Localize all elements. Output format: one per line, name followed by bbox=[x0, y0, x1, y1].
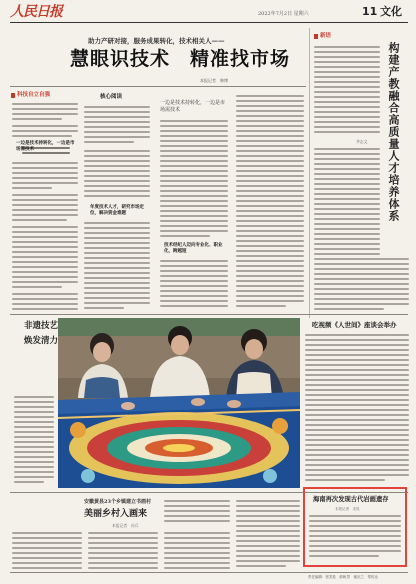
right-column-headline: 构建产教融合高质量人才培养体系 bbox=[387, 42, 400, 222]
photo-section-rule bbox=[10, 314, 408, 315]
bottom-article-byline: 本报记者 孙兵 bbox=[112, 523, 139, 528]
masthead-rule bbox=[10, 22, 408, 23]
pull-quote: 一边是技术持转化，一边是市场需技术 bbox=[160, 100, 226, 114]
right-tag-marker bbox=[314, 34, 318, 39]
footer-rule bbox=[10, 572, 408, 573]
bottom-article-kicker: 安徽黄县23个乡镇建立书画村 bbox=[84, 499, 151, 505]
sidebar-title: 核心阅读 bbox=[100, 94, 123, 100]
top-story-byline: 本报记者 韩博 bbox=[200, 78, 228, 83]
embroidery-tapestry bbox=[58, 392, 300, 488]
right-column-tag: 新语 bbox=[320, 33, 332, 39]
publication-date: 2022年7月2日 星期六 bbox=[258, 11, 309, 17]
photo-side-title-1: 非遗技艺 bbox=[24, 321, 59, 331]
section-head-3: 技术经纪人迈向专业化、职业化，跨越短 bbox=[164, 243, 223, 254]
left-tag-marker bbox=[11, 93, 15, 98]
top-story-kicker: 助力产研对接，服务成果转化，技术相关人—— bbox=[88, 37, 225, 45]
right-column-author: 齐志文 bbox=[356, 139, 368, 144]
newspaper-logo: 人民日报 bbox=[10, 4, 62, 20]
section-head-2: 年度技术人才，研究市场定位，解决资金难题 bbox=[90, 205, 144, 216]
right-article-headline: 吃视频《人世间》座谈会举办 bbox=[312, 321, 397, 329]
section-head-1: 一边是技术持转化，一边是市场需技术 bbox=[16, 141, 75, 152]
footer-editors: 责任编辑：张笑桂 薛帆男 郁庆之 郑传达 bbox=[308, 575, 378, 579]
right-column-divider bbox=[309, 28, 310, 318]
top-story-headline: 慧眼识技术 精准找市场 bbox=[70, 48, 291, 70]
left-tag: 科技自立自强 bbox=[17, 92, 51, 98]
highlight-box[interactable] bbox=[303, 487, 407, 567]
top-story-rule bbox=[10, 86, 306, 87]
section-name: 文化 bbox=[380, 5, 402, 18]
highlight-box-headline: 海南再次发现古代岩画遗存 bbox=[313, 496, 389, 503]
embroidery-photo bbox=[58, 318, 300, 488]
bottom-article-headline: 美丽乡村入画来 bbox=[84, 509, 148, 519]
photo-side-title-2: 焕发清力 bbox=[24, 336, 59, 346]
highlight-box-byline: 本报记者 宋昊 bbox=[335, 507, 360, 511]
page-number: 11 bbox=[362, 5, 378, 18]
